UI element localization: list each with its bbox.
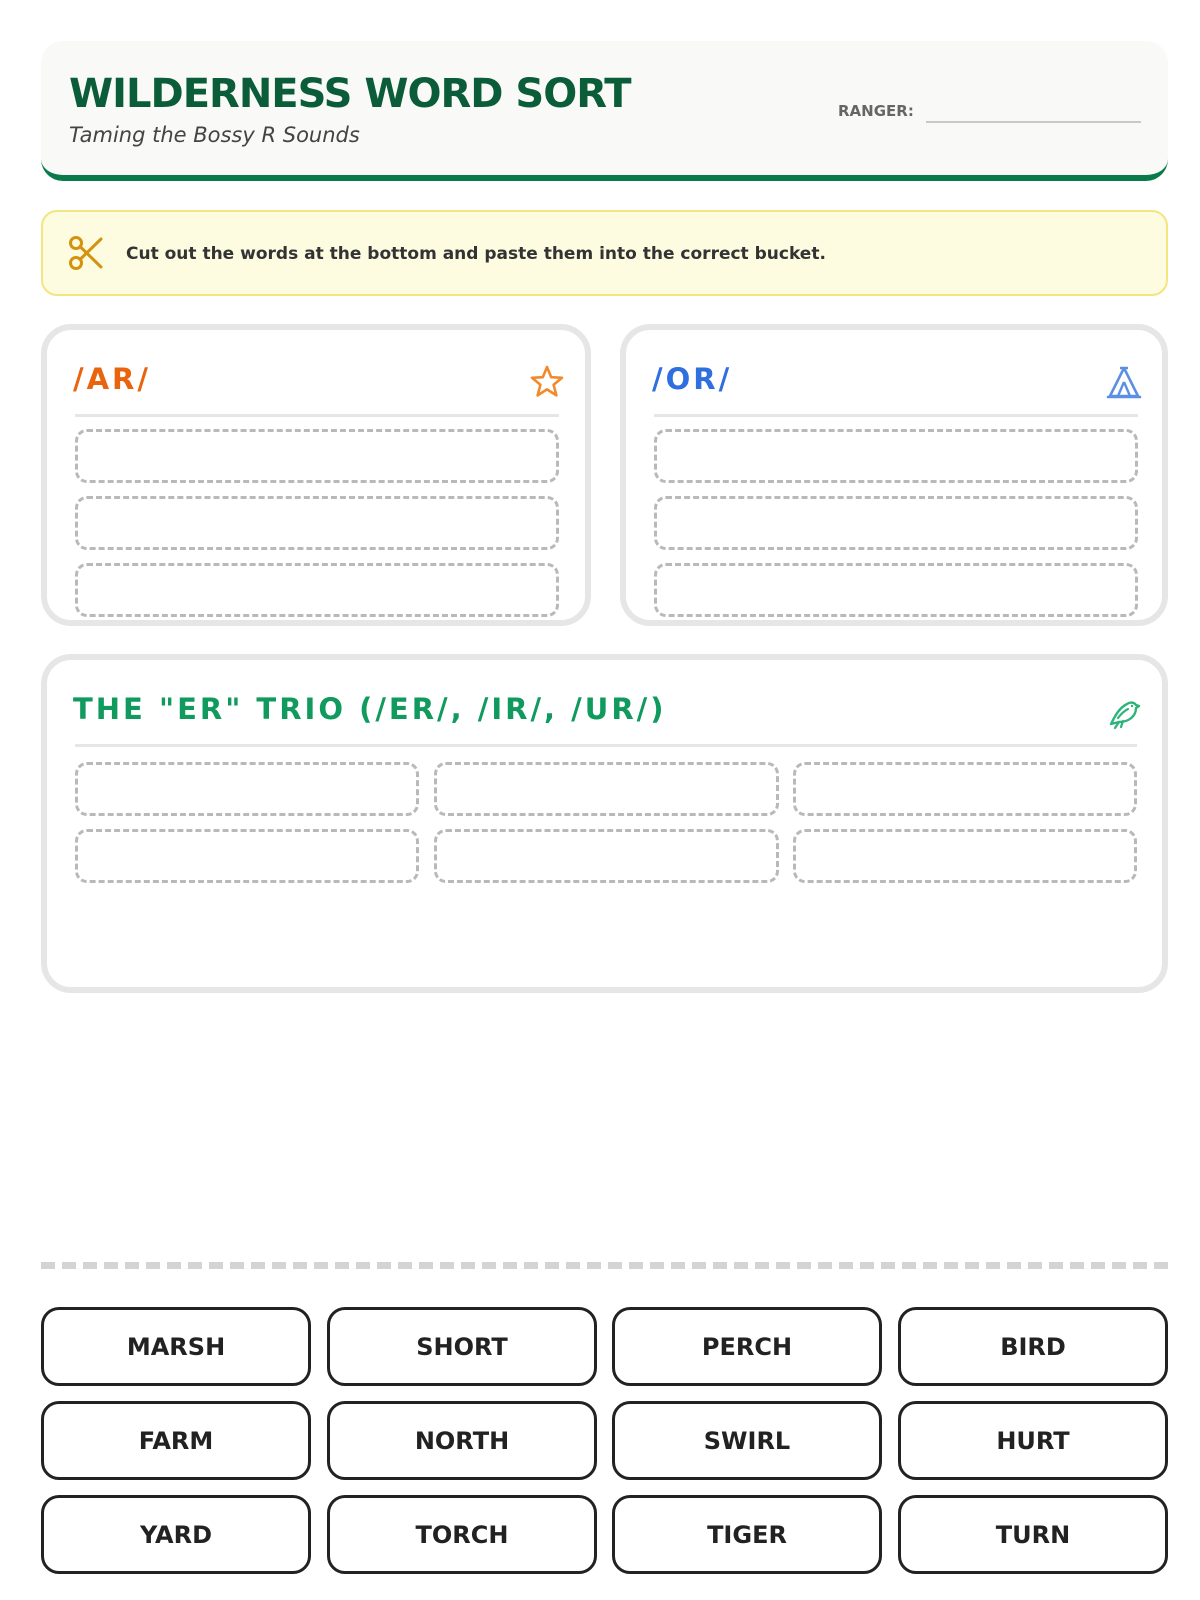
ranger-label: RANGER:	[838, 102, 914, 120]
star-icon	[529, 364, 565, 400]
drop-slot[interactable]	[75, 496, 559, 550]
drop-slot[interactable]	[75, 563, 559, 617]
word-card[interactable]: YARD	[41, 1495, 311, 1574]
word-card[interactable]: NORTH	[327, 1401, 597, 1480]
word-card[interactable]: FARM	[41, 1401, 311, 1480]
bucket-ar-title: /AR/	[73, 362, 151, 396]
worksheet-header	[41, 41, 1168, 181]
bucket-er-trio	[41, 654, 1168, 993]
bucket-ar	[41, 324, 591, 626]
drop-slot[interactable]	[75, 429, 559, 483]
word-card[interactable]: HURT	[898, 1401, 1168, 1480]
drop-slot[interactable]	[75, 829, 419, 883]
page-title: WILDERNESS WORD SORT	[69, 71, 631, 117]
drop-slot[interactable]	[434, 829, 779, 883]
bucket-divider	[75, 414, 559, 417]
tent-icon	[1106, 364, 1142, 400]
drop-slot[interactable]	[75, 762, 419, 816]
bucket-divider	[75, 744, 1137, 747]
drop-slot[interactable]	[793, 762, 1137, 816]
drop-slot[interactable]	[793, 829, 1137, 883]
bucket-er-trio-title: THE "ER" TRIO (/ER/, /IR/, /UR/)	[73, 692, 667, 726]
ranger-name-line[interactable]	[926, 121, 1141, 123]
bucket-or-title: /OR/	[652, 362, 733, 396]
scissors-icon	[67, 234, 105, 272]
bird-icon	[1105, 694, 1141, 730]
drop-slot[interactable]	[654, 563, 1138, 617]
word-card[interactable]: SHORT	[327, 1307, 597, 1386]
instruction-banner	[41, 210, 1168, 296]
word-card[interactable]: PERCH	[612, 1307, 882, 1386]
bucket-divider	[654, 414, 1138, 417]
cut-line	[41, 1262, 1168, 1269]
word-card[interactable]: MARSH	[41, 1307, 311, 1386]
page-subtitle: Taming the Bossy R Sounds	[69, 123, 360, 147]
bucket-or	[620, 324, 1168, 626]
word-card[interactable]: TIGER	[612, 1495, 882, 1574]
word-card[interactable]: SWIRL	[612, 1401, 882, 1480]
drop-slot[interactable]	[654, 496, 1138, 550]
drop-slot[interactable]	[654, 429, 1138, 483]
word-card[interactable]: TURN	[898, 1495, 1168, 1574]
word-card[interactable]: TORCH	[327, 1495, 597, 1574]
instruction-text: Cut out the words at the bottom and paste them into the correct bucket.	[126, 244, 826, 264]
word-card[interactable]: BIRD	[898, 1307, 1168, 1386]
drop-slot[interactable]	[434, 762, 779, 816]
